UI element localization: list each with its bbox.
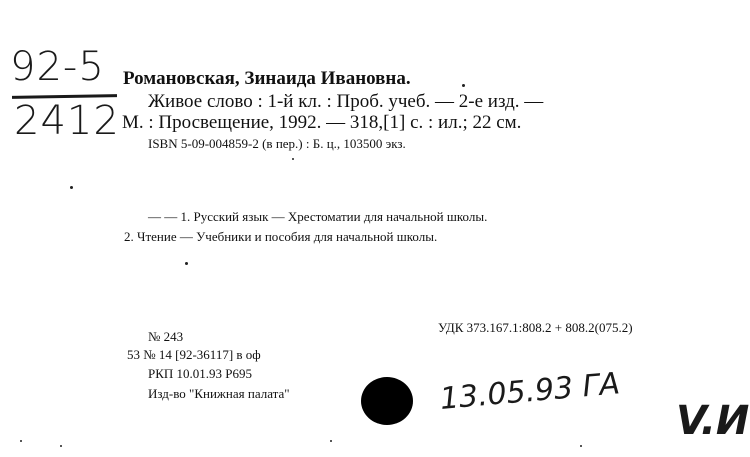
subject-line-1: — — 1. Русский язык — Хрестоматии для начальной школы. xyxy=(148,209,488,224)
publication-line: М. : Просвещение, 1992. — 318,[1] с. : ил.; 22 см. xyxy=(122,112,522,133)
udk-classification: УДК 373.167.1:808.2 + 808.2(075.2) xyxy=(438,320,633,335)
subject-line-2: 2. Чтение — Учебники и пособия для начальной школы. xyxy=(124,229,438,244)
author-heading: Романовская, Зинаида Ивановна. xyxy=(123,68,411,89)
scan-speck xyxy=(292,158,294,160)
scan-speck xyxy=(185,262,188,265)
ink-stamp-dot xyxy=(361,377,413,425)
publisher-note: Изд-во "Книжная палата" xyxy=(148,386,290,401)
registration-line: 53 № 14 [92-36117] в оф xyxy=(127,347,261,362)
handwritten-call-number-bottom: 2412 xyxy=(14,98,120,144)
scan-speck xyxy=(462,84,465,87)
handwritten-date: 13.05.93 ГА xyxy=(438,366,622,417)
scan-speck xyxy=(60,445,62,447)
title-line: Живое слово : 1-й кл. : Проб. учеб. — 2-е изд. — xyxy=(148,91,544,112)
scan-speck xyxy=(330,440,332,442)
isbn-line: ISBN 5-09-004859-2 (в пер.) : Б. ц., 103500 экз. xyxy=(148,136,406,151)
scan-speck xyxy=(580,445,582,447)
scan-speck xyxy=(20,440,22,442)
handwritten-call-number-top: 92-5 xyxy=(10,44,105,90)
rkp-line: РКП 10.01.93 Р695 xyxy=(148,366,253,381)
scan-speck xyxy=(70,186,73,189)
handwritten-initials: V.И xyxy=(676,398,750,444)
record-number: № 243 xyxy=(148,329,184,344)
